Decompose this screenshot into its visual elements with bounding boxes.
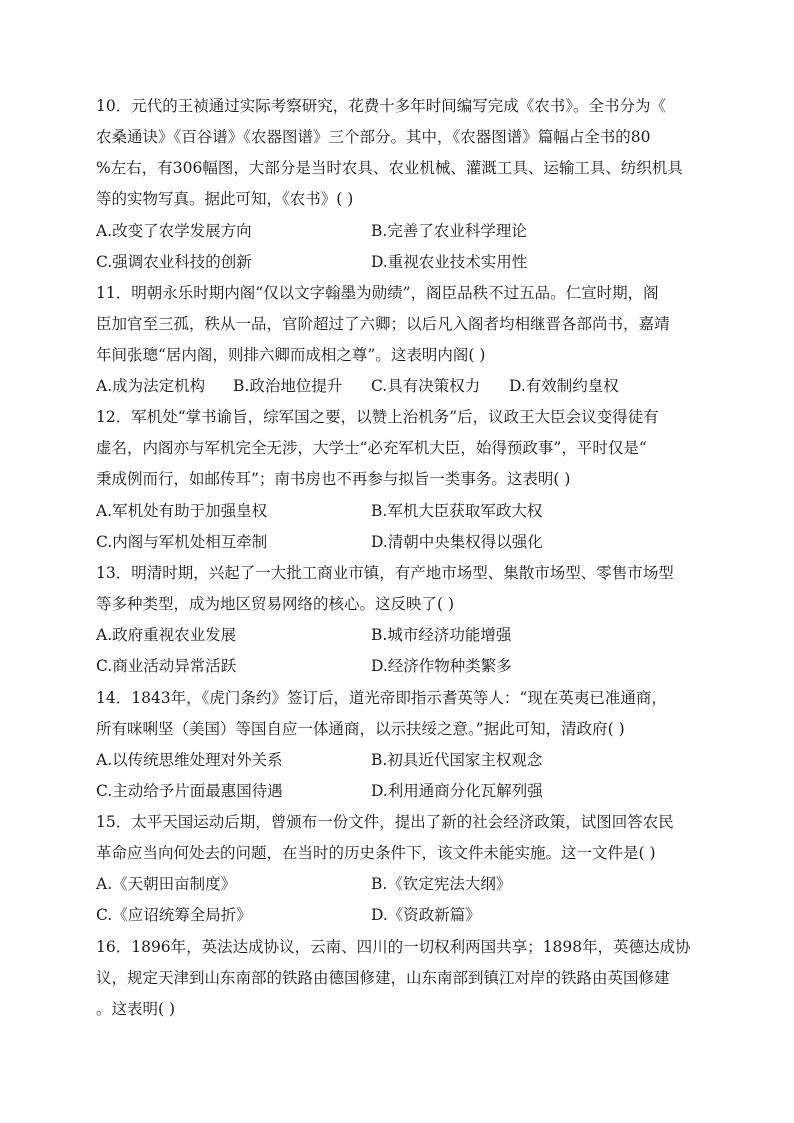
q15-option-b[interactable]: B.《钦定宪法大纲》 (371, 875, 512, 893)
q15-option-d[interactable]: D.《资政新篇》 (371, 906, 481, 924)
q13-line-1: 13．明清时期，兴起了一大批工商业市镇，有产地市场型、集散市场型、零售市场型 (96, 564, 674, 582)
q15-line-1: 15．太平天国运动后期，曾颁布一份文件，提出了新的社会经济政策，试图回答农民 (96, 813, 674, 831)
q11-option-d[interactable]: D.有效制约皇权 (509, 377, 619, 395)
q11-line-2: 臣加官至三孤，秩从一品，官阶超过了六卿；以后凡入阁者均相继晋各部尚书，嘉靖 (96, 315, 670, 333)
q10-option-d[interactable]: D.重视农业技术实用性 (371, 253, 528, 271)
q12-line-2: 虚名，内阁亦与军机完全无涉，大学士“必充军机大臣，始得预政事”，平时仅是“ (96, 439, 647, 457)
q12-line-1: 12．军机处“掌书谕旨，综军国之要，以赞上治机务”后，议政王大臣会议变得徒有 (96, 408, 659, 426)
q11-line-1: 11．明朝永乐时期内阁“仅以文字翰墨为勋绩”，阁臣品秩不过五品。仁宣时期，阁 (96, 284, 659, 302)
q14-option-c[interactable]: C.主动给予片面最惠国待遇 (96, 782, 283, 800)
q13-option-b[interactable]: B.城市经济功能增强 (371, 626, 512, 644)
q10-option-a[interactable]: A.改变了农学发展方向 (96, 222, 252, 240)
q11-option-c[interactable]: C.具有决策权力 (371, 377, 481, 395)
q11-line-3: 年间张璁“居内阁，则排六卿而成相之尊”。这表明内阁( ) (96, 346, 486, 364)
q15-option-a[interactable]: A.《天朝田亩制度》 (96, 875, 237, 893)
q16-line-1: 16．1896年，英法达成协议，云南、四川的一切权利两国共享；1898年，英德达成协 (96, 938, 691, 956)
q10-line-3: %左右，有306幅图，大部分是当时农具、农业机械、灌溉工具、运输工具、纺织机具 (96, 159, 683, 177)
q11-option-b[interactable]: B.政治地位提升 (233, 377, 343, 395)
q14-line-1: 14．1843年，《虎门条约》签订后，道光帝即指示耆英等人：“现在英夷已准通商， (96, 689, 667, 707)
q12-option-c[interactable]: C.内阁与军机处相互牵制 (96, 533, 268, 551)
q13-line-2: 等多种类型，成为地区贸易网络的核心。这反映了( ) (96, 595, 455, 613)
q15-line-2: 革命应当向何处去的问题，在当时的历史条件下，该文件未能实施。这一文件是( ) (96, 844, 656, 862)
q10-option-b[interactable]: B.完善了农业科学理论 (371, 222, 527, 240)
q13-option-d[interactable]: D.经济作物种类繁多 (371, 657, 512, 675)
q12-option-d[interactable]: D.清朝中央集权得以强化 (371, 533, 543, 551)
q16-line-3: 。这表明( ) (96, 1000, 176, 1018)
q16-line-2: 议，规定天津到山东南部的铁路由德国修建，山东南部到镇江对岸的铁路由英国修建 (96, 969, 670, 987)
q12-option-b[interactable]: B.军机大臣获取军政大权 (371, 502, 543, 520)
q14-option-b[interactable]: B.初具近代国家主权观念 (371, 751, 543, 769)
q15-option-c[interactable]: C.《应诏统筹全局折》 (96, 906, 252, 924)
q10-line-1: 10．元代的王祯通过实际考察研究，花费十多年时间编写完成《农书》。全书分为《 (96, 97, 666, 115)
q11-option-a[interactable]: A.成为法定机构 (96, 377, 206, 395)
q10-option-c[interactable]: C.强调农业科技的创新 (96, 253, 252, 271)
q14-line-2: 所有咪唎坚（美国）等国自应一体通商，以示扶绥之意。”据此可知，清政府( ) (96, 720, 625, 738)
q12-option-a[interactable]: A.军机处有助于加强皇权 (96, 502, 268, 520)
q14-option-d[interactable]: D.利用通商分化瓦解列强 (371, 782, 543, 800)
q13-option-c[interactable]: C.商业活动异常活跃 (96, 657, 237, 675)
q10-line-4: 等的实物写真。据此可知，《农书》( ) (96, 190, 354, 208)
q14-option-a[interactable]: A.以传统思维处理对外关系 (96, 751, 283, 769)
q12-line-3: 秉成例而行，如邮传耳”；南书房也不再参与拟旨一类事务。这表明( ) (96, 470, 571, 488)
q10-line-2: 农桑通诀》《百谷谱》《农器图谱》三个部分。其中，《农器图谱》篇幅占全书的80 (96, 128, 651, 146)
q13-option-a[interactable]: A.政府重视农业发展 (96, 626, 237, 644)
